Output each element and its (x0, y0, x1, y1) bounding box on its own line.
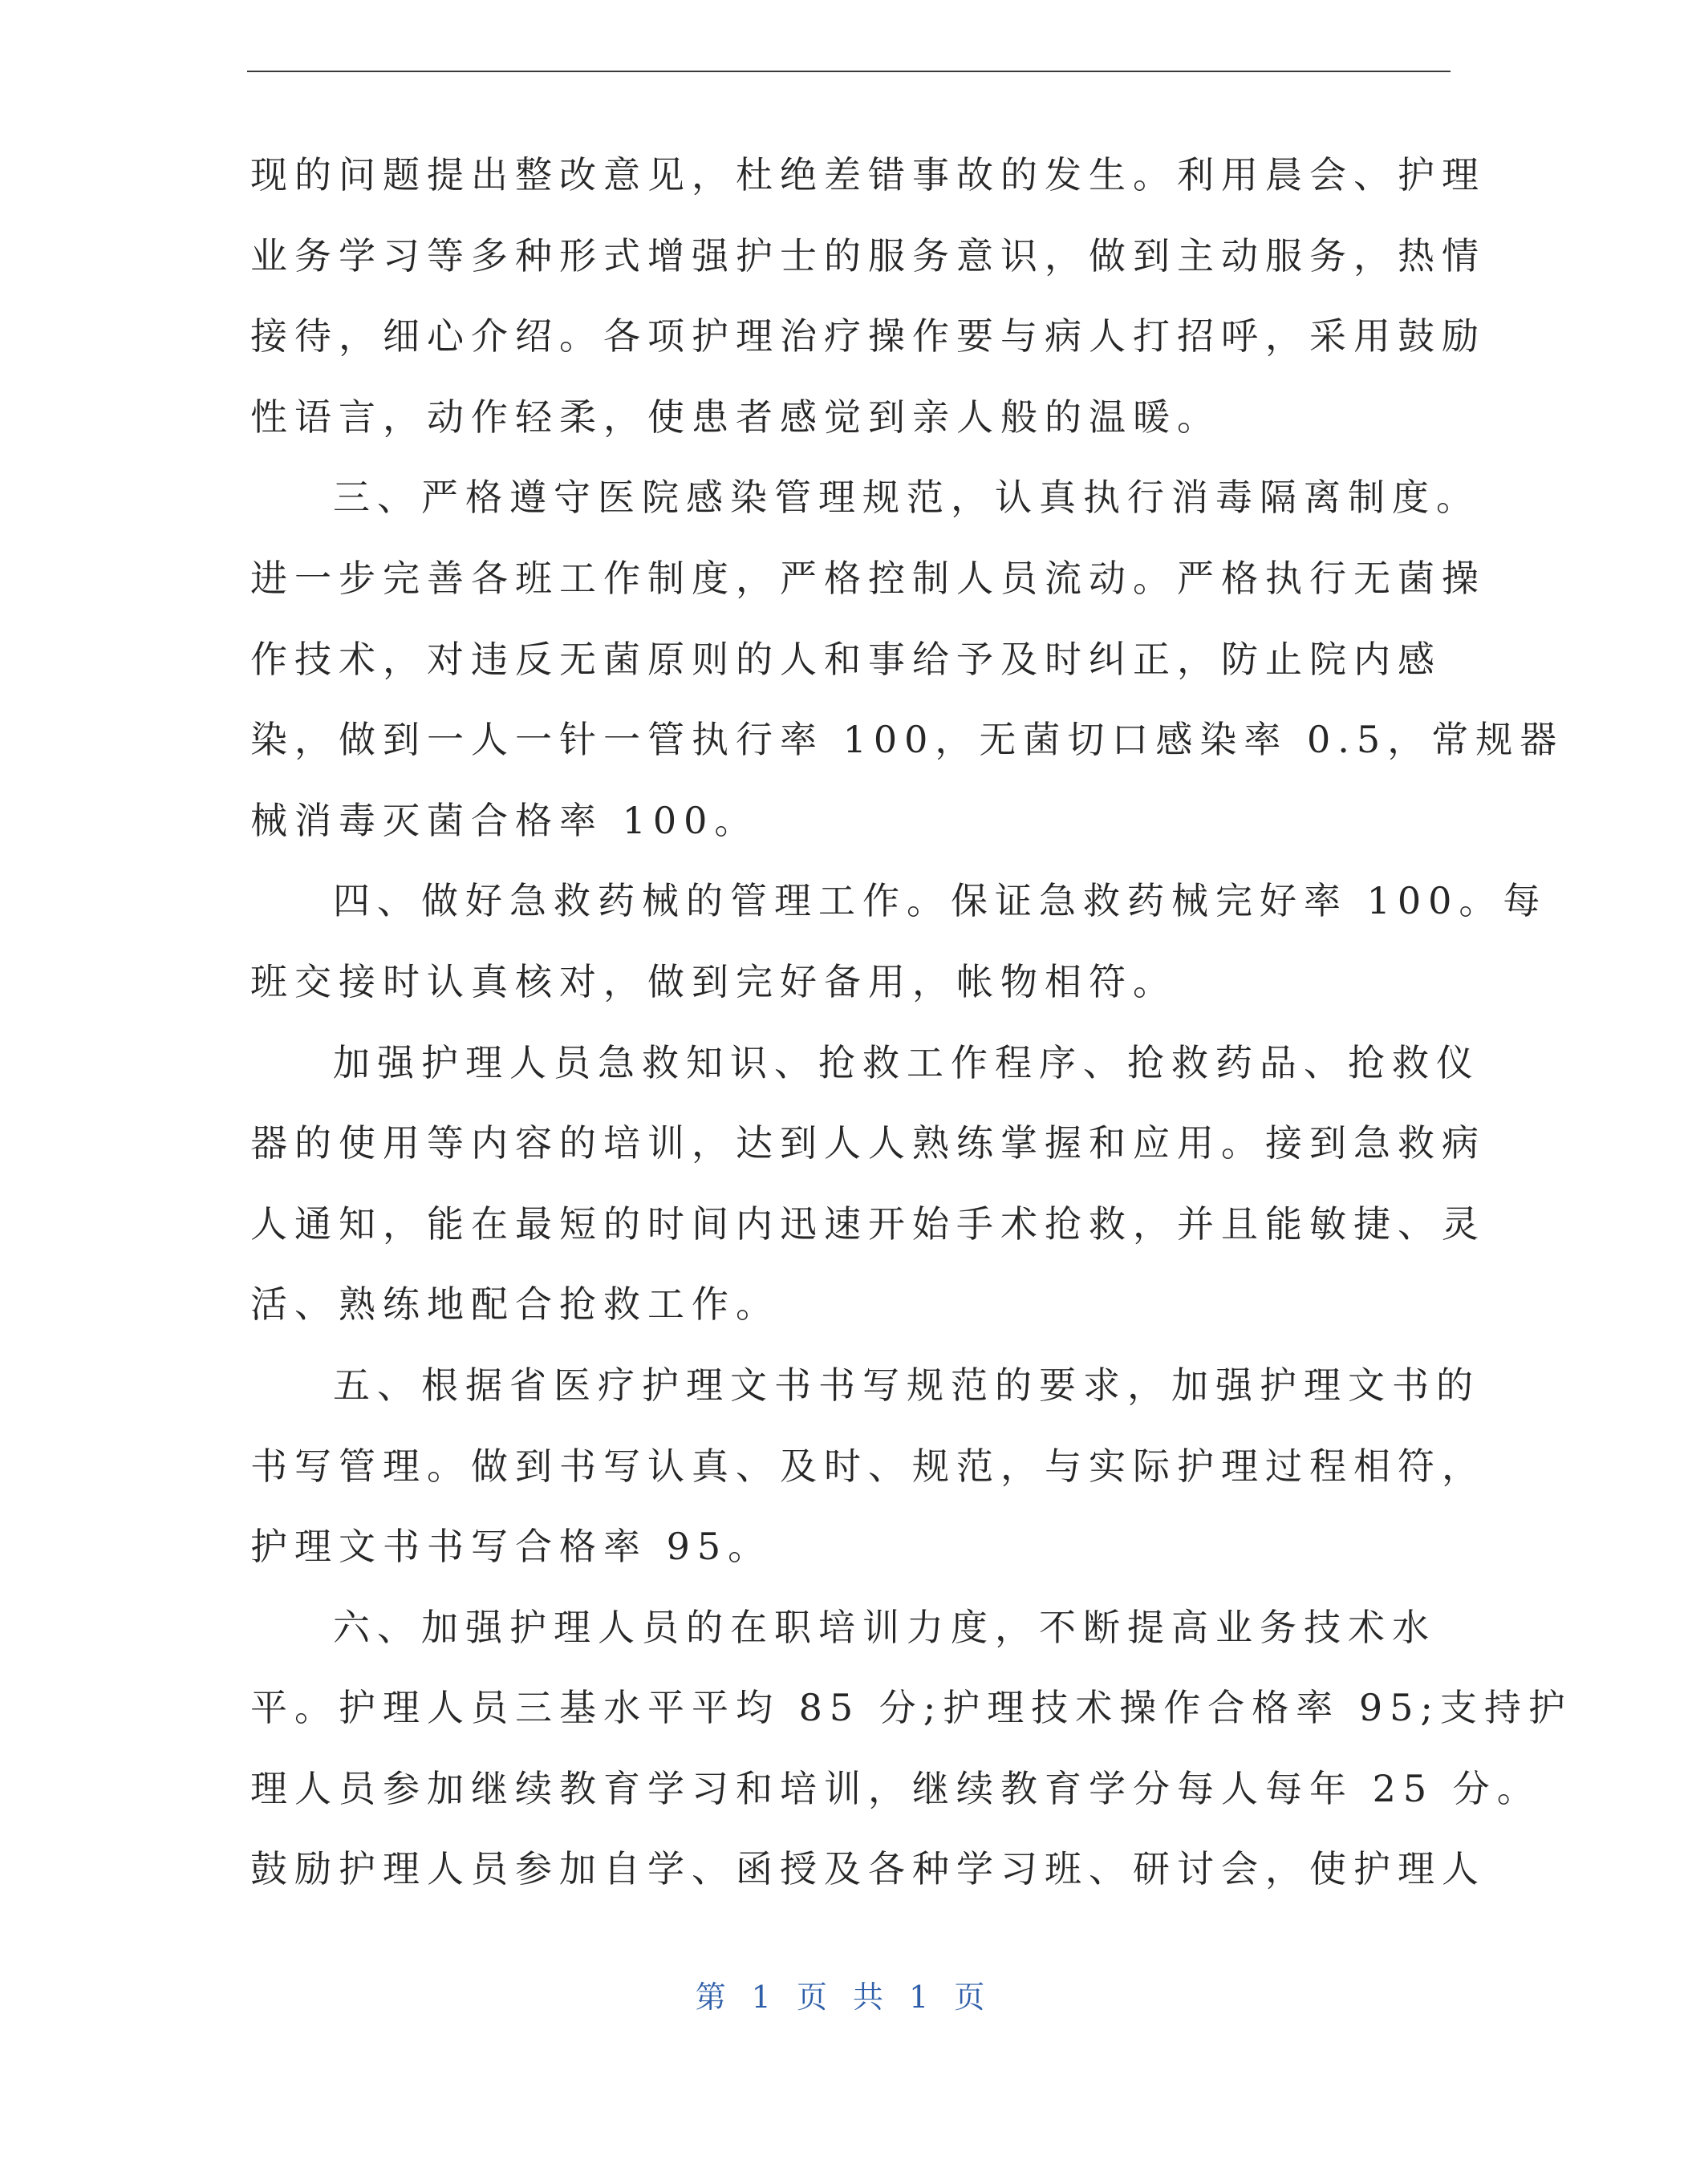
text-line: 作技术，对违反无菌原则的人和事给予及时纠正，防止院内感 (250, 637, 1442, 681)
text-line: 接待，细心介绍。各项护理治疗操作要与病人打招呼，采用鼓励 (250, 314, 1486, 359)
footer-suffix: 页 (954, 1979, 993, 2015)
section-heading-line: 六、加强护理人员的在职培训力度，不断提高业务技术水 (333, 1605, 1436, 1649)
page-footer (0, 1978, 1688, 2016)
text-line: 人通知，能在最短的时间内迅速开始手术抢救，并且能敏捷、灵 (250, 1201, 1486, 1246)
text-line: 现的问题提出整改意见，杜绝差错事故的发生。利用晨会、护理 (250, 153, 1486, 197)
footer-middle: 页 共 (796, 1979, 892, 2015)
section-heading-line: 五、根据省医疗护理文书书写规范的要求，加强护理文书的 (333, 1363, 1480, 1407)
text-line: 性语言，动作轻柔，使患者感觉到亲人般的温暖。 (250, 395, 1221, 439)
text-line: 活、熟练地配合抢救工作。 (250, 1282, 780, 1327)
text-line: 书写管理。做到书写认真、及时、规范，与实际护理过程相符， (250, 1444, 1486, 1488)
text-line: 理人员参加继续教育学习和培训，继续教育学分每人每年 25 分。 (250, 1766, 1541, 1810)
text-line: 班交接时认真核对，做到完好备用，帐物相符。 (250, 959, 1177, 1003)
footer-page-total: 1 (909, 1979, 937, 2015)
section-heading-line: 四、做好急救药械的管理工作。保证急救药械完好率 100。每 (333, 879, 1548, 923)
text-line: 器的使用等内容的培训，达到人人熟练掌握和应用。接到急救病 (250, 1121, 1486, 1165)
text-line: 染，做到一人一针一管执行率 100，无菌切口感染率 0.5，常规器 (250, 718, 1564, 762)
footer-page-number: 1 (751, 1979, 779, 2015)
document-body (250, 135, 1572, 1910)
header-rule (247, 71, 1451, 72)
text-line: 业务学习等多种形式增强护士的服务意识，做到主动服务，热情 (250, 233, 1486, 278)
section-heading-line: 三、严格遵守医院感染管理规范，认真执行消毒隔离制度。 (333, 476, 1480, 520)
footer-prefix: 第 (695, 1979, 734, 2015)
paragraph-start-line: 加强护理人员急救知识、抢救工作程序、抢救药品、抢救仪 (333, 1040, 1480, 1084)
text-line: 鼓励护理人员参加自学、函授及各种学习班、研讨会，使护理人 (250, 1847, 1486, 1891)
text-line: 平。护理人员三基水平平均 85 分;护理技术操作合格率 95;支持护 (250, 1686, 1572, 1730)
text-line: 护理文书书写合格率 95。 (250, 1525, 773, 1569)
text-line: 械消毒灭菌合格率 100。 (250, 798, 759, 842)
text-line: 进一步完善各班工作制度，严格控制人员流动。严格执行无菌操 (250, 556, 1486, 600)
